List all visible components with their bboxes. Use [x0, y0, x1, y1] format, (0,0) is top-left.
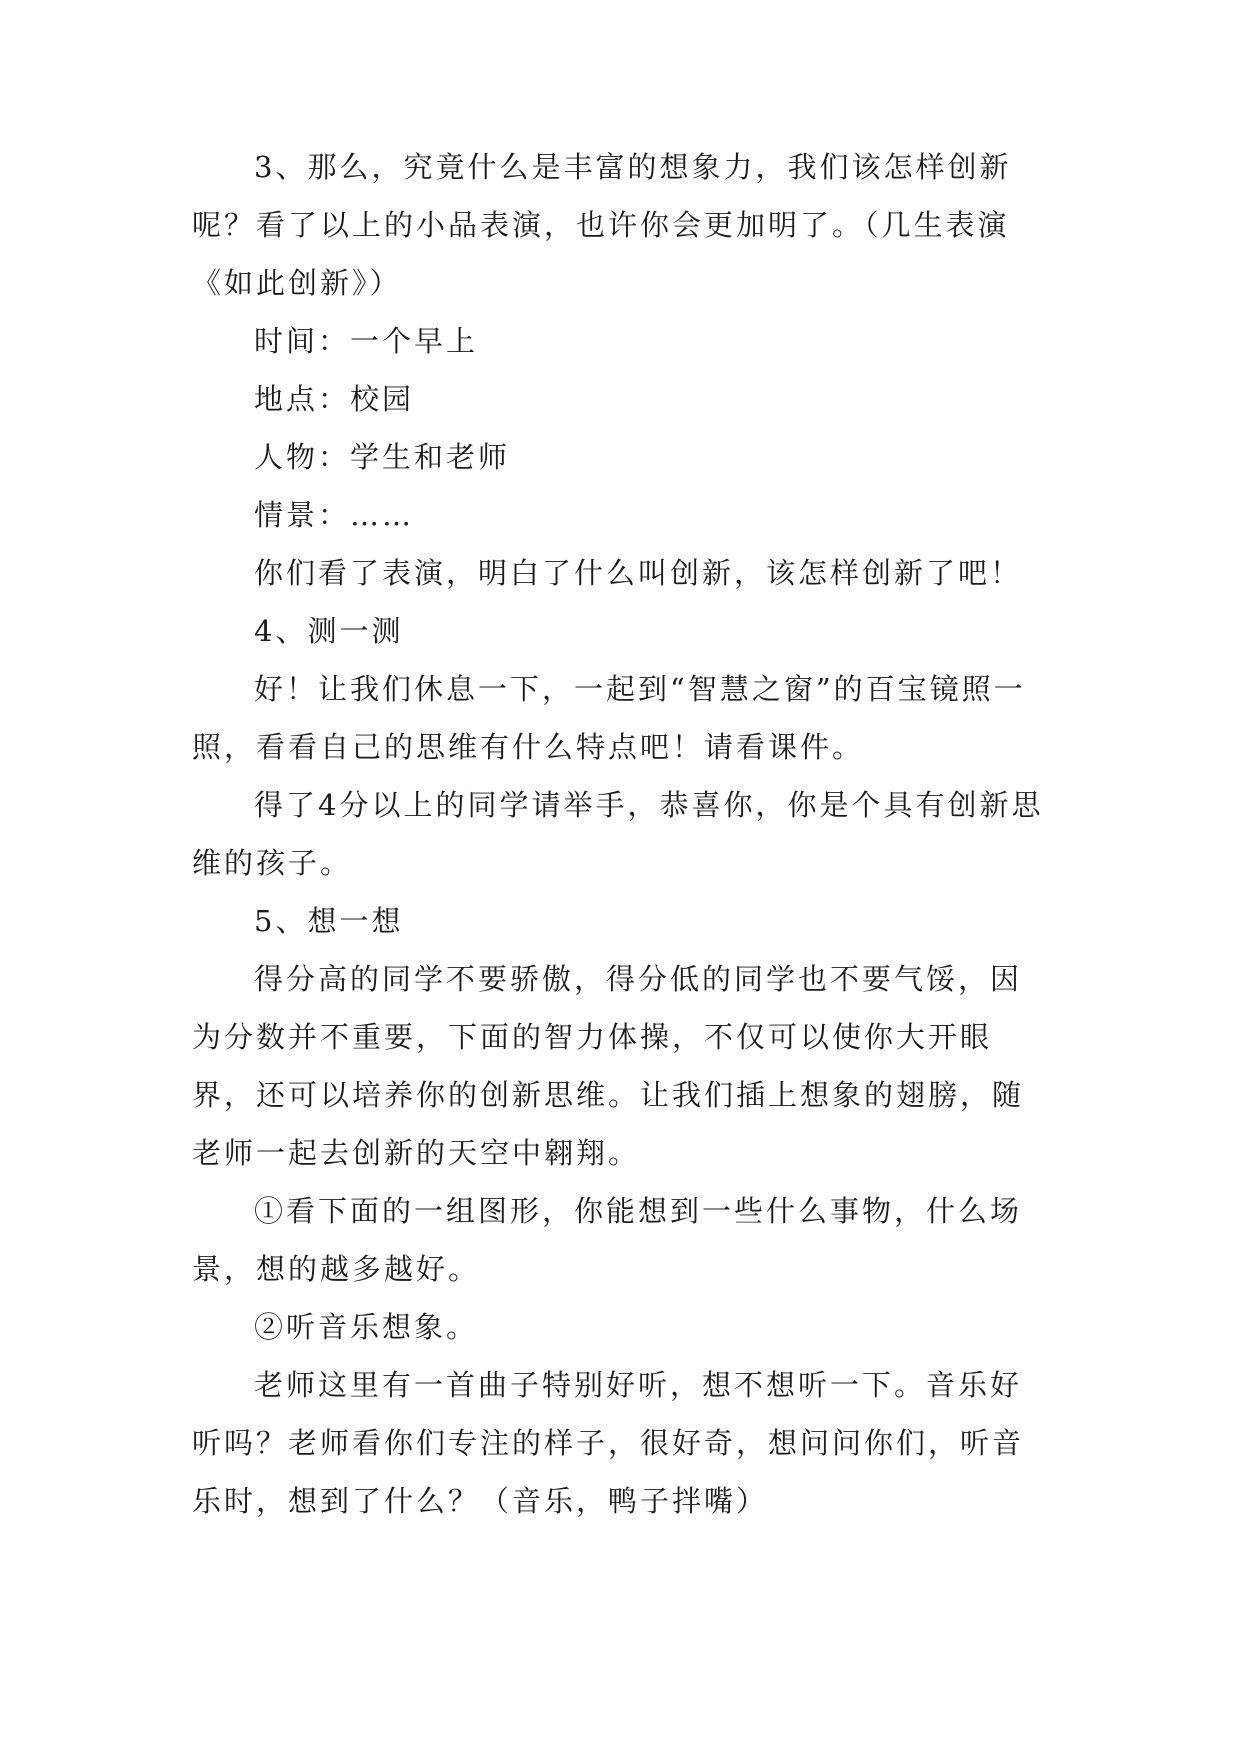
- paragraph-question-intro: 3、那么，究竟什么是丰富的想象力，我们该怎样创新呢？看了以上的小品表演，也许你会更加明了。（几生表演《如此创新》）: [192, 150, 1012, 300]
- paragraph-scene: 情景：……: [254, 498, 415, 532]
- paragraph-characters: 人物：学生和老师: [254, 440, 511, 474]
- paragraph-time: 时间：一个早上: [254, 324, 479, 358]
- section-heading-test: 4、测一测: [254, 614, 404, 648]
- paragraph-mental-exercise: 得分高的同学不要骄傲，得分低的同学也不要气馁，因为分数并不重要，下面的智力体操，不仅可以使你大开眼界，还可以培养你的创新思维。让我们插上想象的翅膀，随老师一起去创新的天空中翱翔。: [192, 962, 1025, 1170]
- paragraph-wisdom-window: 好！让我们休息一下，一起到“智慧之窗”的百宝镜照一照，看看自己的思维有什么特点吧！请看课件。: [192, 672, 1026, 764]
- paragraph-shapes-task: ①看下面的一组图形，你能想到一些什么事物，什么场景，想的越多越好。: [192, 1194, 1023, 1286]
- paragraph-after-performance: 你们看了表演，明白了什么叫创新，该怎样创新了吧！: [254, 556, 1023, 590]
- section-heading-think: 5、想一想: [254, 904, 404, 938]
- paragraph-music-question: 老师这里有一首曲子特别好听，想不想听一下。音乐好听吗？老师看你们专注的样子，很好奇，想问问你们，听音乐时，想到了什么？（音乐，鸭子拌嘴）: [192, 1368, 1025, 1518]
- paragraph-score-praise: 得了4分以上的同学请举手，恭喜你，你是个具有创新思维的孩子。: [192, 788, 1044, 880]
- paragraph-music-task: ②听音乐想象。: [254, 1310, 479, 1344]
- paragraph-place: 地点：校园: [254, 382, 415, 416]
